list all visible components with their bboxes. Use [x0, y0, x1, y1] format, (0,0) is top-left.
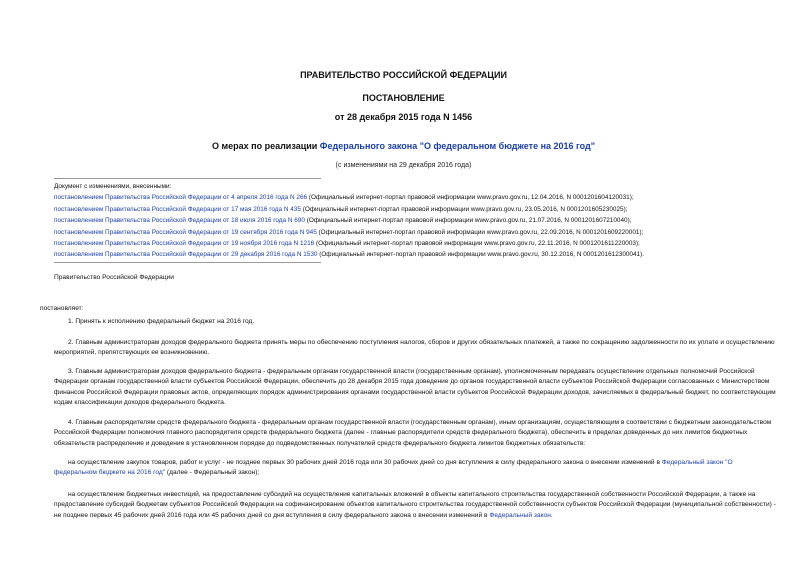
- paragraph-6-tail: .: [550, 511, 553, 519]
- decrees-word: постановляет:: [40, 305, 84, 312]
- amendment-link[interactable]: постановлением Правительства Российской Федерации от 29 декабря 2016 года N 1530: [54, 251, 318, 259]
- document-date-number: от 28 декабря 2015 года N 1456: [334, 112, 473, 122]
- paragraph-6: [54, 490, 776, 521]
- amendment-link[interactable]: постановлением Правительства Российской Федерации от 19 сентября 2016 года N 945: [54, 228, 317, 236]
- paragraph-5-text: на осуществление закупок товаров, работ и услуг - не позднее первых 30 рабочих дней 2016 года или 30 рабочих дней со дня вступления в силу федерального закона о внесении изменений в: [68, 459, 662, 466]
- paragraph-5-tail: (далее - Федеральный закон);: [165, 469, 260, 477]
- amendments-intro: Документ с изменениями, внесенными:: [54, 183, 172, 190]
- paragraph-2: 2. Главным администраторам доходов федерального бюджета принять меры по обеспечению поступления налогов, сборов и других обязательных платежей, а также по сокращению задолженности по их уплате и осуществлению мероприятий, препятствующих ее возникновению.: [54, 339, 775, 357]
- amendment-item: [54, 249, 794, 260]
- amendment-item: [54, 238, 794, 249]
- government-heading: ПРАВИТЕЛЬСТВО РОССИЙСКОЙ ФЕДЕРАЦИИ: [300, 70, 507, 80]
- amendment-source: (Официальный интернет-портал правовой информации www.pravo.gov.ru, 12.04.2016, N 0001201604120031);: [307, 194, 634, 202]
- amendment-source: (Официальный интернет-портал правовой информации www.pravo.gov.ru, 22.11.2016, N 0001201611220003);: [314, 239, 640, 247]
- amendment-item: [54, 215, 794, 226]
- paragraph-3: 3. Главным администраторам доходов федерального бюджета - федеральным органам государственной власти (государственным органам), уполномоченным передавать осуществление отдельных полномочий Российской Федерации органам государственной власти субъектов Российской Федерации, обеспечить до 28 декабря 2015 года доведение до органов государственной власти субъектов Российской Федерации согласованных с Министерством финансов Российской Федерации правовых актов, определяющих порядок администрирования органами государственной власти субъектов Российской Федерации доходов, зачисляемых в федеральный бюджет, по соответствующим кодам классификации доходов федерального бюджета.: [54, 368, 776, 406]
- amendment-source: (Официальный интернет-портал правовой информации www.pravo.gov.ru, 30.12.2016, N 0001201612300041).: [317, 251, 645, 259]
- federal-law-link[interactable]: Федерального закона "О федеральном бюджете на 2016 год": [319, 141, 596, 151]
- amendment-link[interactable]: постановлением Правительства Российской Федерации от 4 апреля 2016 года N 266: [54, 194, 308, 202]
- paragraph-5: [54, 458, 776, 479]
- document-title: [0, 141, 807, 151]
- paragraph-6-text: на осуществление бюджетных инвестиций, на предоставление субсидий на осуществление капитальных вложений в объекты капитального строительства государственной собственности Российской Федерации, а также на предоставление субсидий бюджетам субъектов Российской Федерации на софинансирование объектов капитального строительства государственной собственности субъектов Российской Федерации (муниципальной собственности) - не позднее первых 45 рабочих дней 2016 года или 45 рабочих дней со дня вступления в силу федерального закона о внесении изменений в: [54, 491, 776, 519]
- document-type-heading: ПОСТАНОВЛЕНИЕ: [362, 93, 445, 103]
- government-line: Правительство Российской Федерации: [54, 274, 174, 281]
- amendments-list: [54, 181, 794, 261]
- paragraph-1: 1. Принять к исполнению федеральный бюджет на 2016 год.: [68, 318, 255, 325]
- revision-note: (с изменениями на 29 декабря 2016 года): [335, 162, 472, 169]
- amendment-link[interactable]: постановлением Правительства Российской Федерации от 19 ноября 2016 года N 1216: [54, 239, 315, 247]
- federal-law-link-3[interactable]: Федеральный закон: [489, 511, 551, 519]
- paragraph-4: 4. Главным распорядителям средств федерального бюджета - федеральным органам государственной власти (государственным органам), иным организациям, осуществляющим в соответствии с бюджетным законодательством Российской Федерации полномочия главного распорядителя средств федерального бюджета (далее - главные распорядители средств федерального бюджета), обеспечить в пределах доведенных до них лимитов бюджетных обязательств распределение и доведение в установленном порядке до подведомственных получателей средств федерального бюджета лимитов бюджетных обязательств:: [54, 419, 772, 447]
- amendment-source: (Официальный интернет-портал правовой информации www.pravo.gov.ru, 21.07.2016, N 0001201607210040);: [304, 217, 632, 225]
- amendment-item: [54, 204, 794, 215]
- amendment-source: (Официальный интернет-портал правовой информации www.pravo.gov.ru, 22.09.2016, N 0001201609220001);: [316, 228, 644, 236]
- federal-law-link-2[interactable]: Федеральный закон "О федеральном бюджете на 2016 год": [54, 459, 733, 477]
- divider-top: [54, 178, 321, 179]
- amendment-link[interactable]: постановлением Правительства Российской Федерации от 17 мая 2016 года N 435: [54, 205, 301, 213]
- amendment-item: [54, 227, 794, 238]
- amendment-item: [54, 192, 794, 203]
- amendment-link[interactable]: постановлением Правительства Российской Федерации от 18 июля 2016 года N 690: [54, 217, 305, 225]
- amendment-source: (Официальный интернет-портал правовой информации www.pravo.gov.ru, 23.05.2016, N 0001201605230025);: [300, 205, 628, 213]
- divider-bottom: [54, 262, 321, 263]
- document-title-prefix: О мерах по реализации: [211, 141, 320, 151]
